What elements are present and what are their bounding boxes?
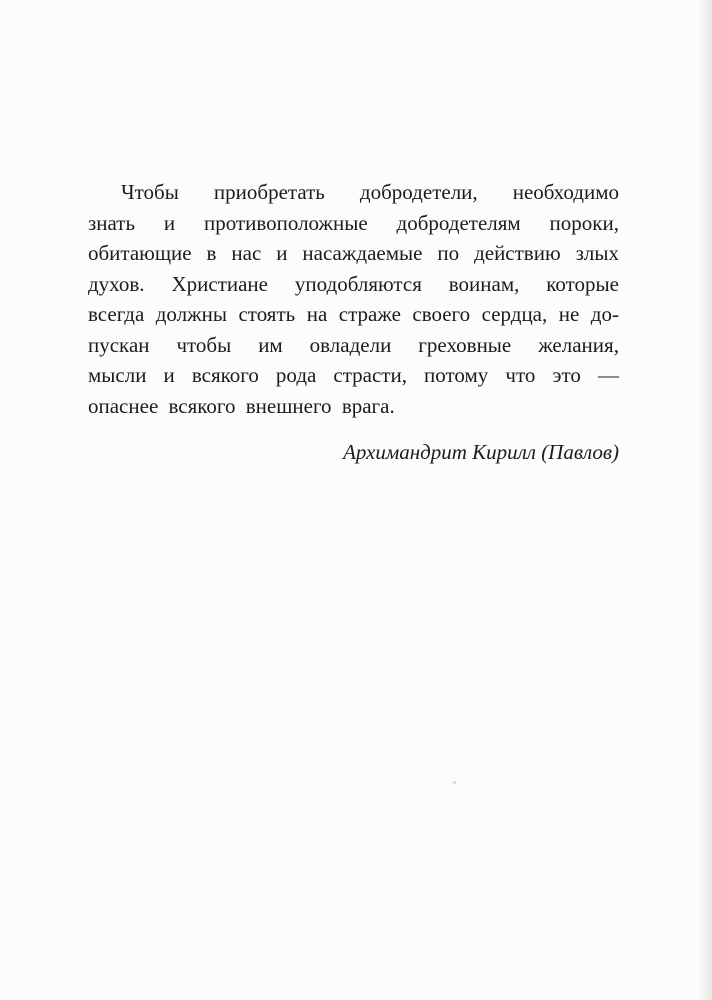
word: и xyxy=(163,363,175,387)
epigraph-line xyxy=(88,330,619,361)
word: — xyxy=(597,363,619,387)
word: воинам, xyxy=(448,271,520,296)
word: действию xyxy=(474,241,561,265)
word: страже xyxy=(338,302,401,326)
word: уподобляются xyxy=(294,271,422,296)
word: своего xyxy=(412,302,471,326)
word: всякого xyxy=(191,363,259,387)
word: овладели xyxy=(309,332,392,357)
word: страсти, xyxy=(333,363,407,387)
word: это xyxy=(552,363,581,387)
word: насаждаемые xyxy=(302,241,423,265)
word: мысли xyxy=(88,363,147,387)
word: пороки, xyxy=(549,210,619,235)
word: в xyxy=(206,241,217,265)
word: знать xyxy=(88,210,136,235)
epigraph-line xyxy=(88,391,619,422)
word: по xyxy=(437,241,460,265)
epigraph-line xyxy=(88,177,619,208)
epigraph-line xyxy=(88,360,619,391)
word: греховные xyxy=(418,332,512,357)
epigraph-line xyxy=(88,299,619,330)
word: не xyxy=(558,302,580,326)
word: обитающие xyxy=(88,241,192,265)
word: до- xyxy=(590,302,619,326)
word: им xyxy=(258,332,283,357)
word: рода xyxy=(275,363,317,387)
word: должны xyxy=(155,302,227,326)
word: внешнего xyxy=(245,393,332,418)
word: потому xyxy=(424,363,489,387)
word: Христиане xyxy=(171,271,268,296)
epigraph-line xyxy=(88,238,619,269)
word: Чтобы xyxy=(121,180,179,204)
word: сердца, xyxy=(481,302,548,326)
word: на xyxy=(306,302,328,326)
word: противоположные xyxy=(203,210,368,235)
word: нас xyxy=(231,241,262,265)
epigraph-paragraph xyxy=(88,177,619,421)
word: которые xyxy=(546,271,619,296)
page-edge-shadow xyxy=(698,0,712,1000)
word: добродетелям xyxy=(396,210,521,235)
paper-speck xyxy=(453,781,456,784)
word: что xyxy=(505,363,536,387)
epigraph-line xyxy=(88,269,619,300)
word: добродетели, xyxy=(359,180,478,204)
word: опаснее xyxy=(88,393,159,418)
word: всегда xyxy=(88,302,145,326)
word: стоять xyxy=(238,302,296,326)
word: необходимо xyxy=(512,180,619,204)
word: духов. xyxy=(88,271,145,296)
word: врага. xyxy=(341,393,395,418)
word: желания, xyxy=(538,332,619,357)
epigraph-attribution: Архимандрит Кирилл (Павлов) xyxy=(343,440,619,464)
word: всякого xyxy=(168,393,236,418)
word: чтобы xyxy=(176,332,232,357)
word: приобретать xyxy=(213,180,325,204)
word: и xyxy=(276,241,288,265)
word: злых xyxy=(575,241,619,265)
word: пускан xyxy=(88,332,150,357)
epigraph-line xyxy=(88,208,619,239)
word: и xyxy=(163,210,176,235)
